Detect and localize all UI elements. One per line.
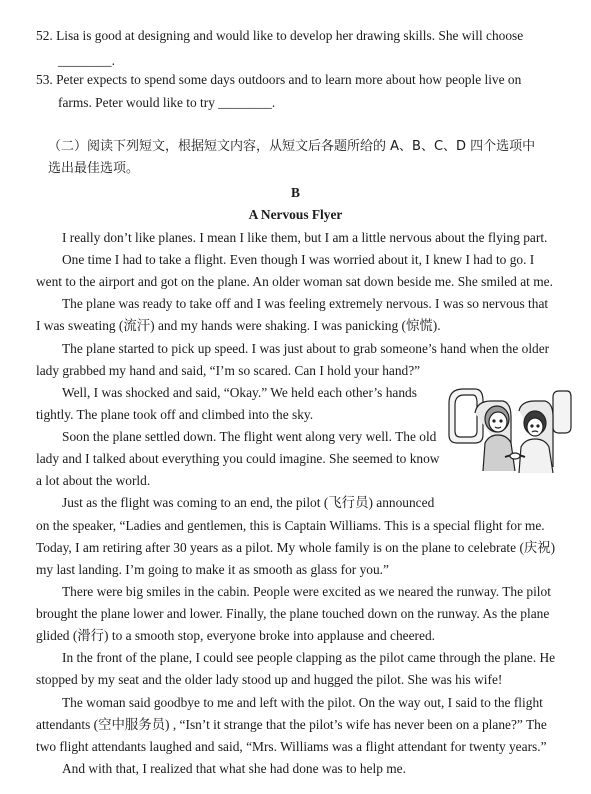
passengers-illustration <box>445 383 573 475</box>
passage-title: A Nervous Flyer <box>248 207 343 222</box>
passage-line: Well, I was shocked and said, “Okay.” We held each other’s hands <box>62 385 417 400</box>
passage-line: There were big smiles in the cabin. People were excited as we neared the runway. The pilot <box>62 584 551 599</box>
passage-line: Today, I am retiring after 30 years as a pilot. My whole family is on the plane to celebrate (庆祝) <box>36 540 556 555</box>
passage-line: two flight attendants laughed and said, “Mrs. Williams was a flight attendant for twenty years.” <box>36 739 547 754</box>
passage-line: The plane was ready to take off and I was feeling extremely nervous. I was so nervous that <box>62 296 549 311</box>
passage-line: Just as the flight was coming to an end, the pilot (飞行员) announced <box>62 495 435 510</box>
passage-line: The woman said goodbye to me and left with the pilot. On the way out, I said to the flight <box>62 695 543 710</box>
passage-line: tightly. The plane took off and climbed into the sky. <box>36 407 314 422</box>
passage-line: on the speaker, “Ladies and gentlemen, this is Captain Williams. This is a special flight for me. <box>36 518 545 533</box>
passage-line: glided (滑行) to a smooth stop, everyone broke into applause and cheered. <box>36 628 435 643</box>
question-53-line-1: 53. Peter expects to spend some days outdoors and to learn more about how people live on <box>36 72 522 87</box>
passage-line: a lot about the world. <box>36 473 151 488</box>
passage-line: lady and I talked about everything you could imagine. She seemed to know <box>36 451 440 466</box>
passage-line: lady grabbed my hand and said, “I’m so scared. Can I hold your hand?” <box>36 363 421 378</box>
passage-line: brought the plane lower and lower. Finally, the plane touched down on the runway. As the plane <box>36 606 550 621</box>
passage-line: And with that, I realized that what she had done was to help me. <box>62 761 406 776</box>
question-52-line-1: 52. Lisa is good at designing and would like to develop her drawing skills. She will choose <box>36 28 524 43</box>
passage-line: Soon the plane settled down. The flight went along very well. The old <box>62 429 437 444</box>
question-53-line-2: farms. Peter would like to try ________. <box>58 95 276 110</box>
passage-line: my last landing. I’m going to make it as smooth as glass for you.” <box>36 562 389 577</box>
question-52-blank: ________. <box>58 53 115 68</box>
passage-line: stopped by my seat and the older lady stood up and hugged the pilot. She was his wife! <box>36 672 503 687</box>
passage-line: I was sweating (流汗) and my hands were shaking. I was panicking (惊慌). <box>36 318 441 333</box>
instructions-line-1: （二）阅读下列短文，根据短文内容，从短文后各题所给的 A、B、C、D 四个选项中 <box>48 139 536 154</box>
passage-line: In the front of the plane, I could see people clapping as the pilot came through the plane. He <box>62 650 556 665</box>
passage-line: The plane started to pick up speed. I was just about to grab someone’s hand when the older <box>62 341 550 356</box>
passage-line: One time I had to take a flight. Even though I was worried about it, I knew I had to go. I <box>62 252 535 267</box>
passage-line: attendants (空中服务员) , “Isn’t it strange that the pilot’s wife has never been on a plane?” The <box>36 717 547 732</box>
passage-line: went to the airport and got on the plane. An older woman sat down beside me. She smiled at me. <box>36 274 553 289</box>
instructions-line-2: 选出最佳选项。 <box>48 161 140 176</box>
passage-line: I really don’t like planes. I mean I like them, but I am a little nervous about the flying part. <box>62 230 548 245</box>
section-letter: B <box>291 185 300 200</box>
